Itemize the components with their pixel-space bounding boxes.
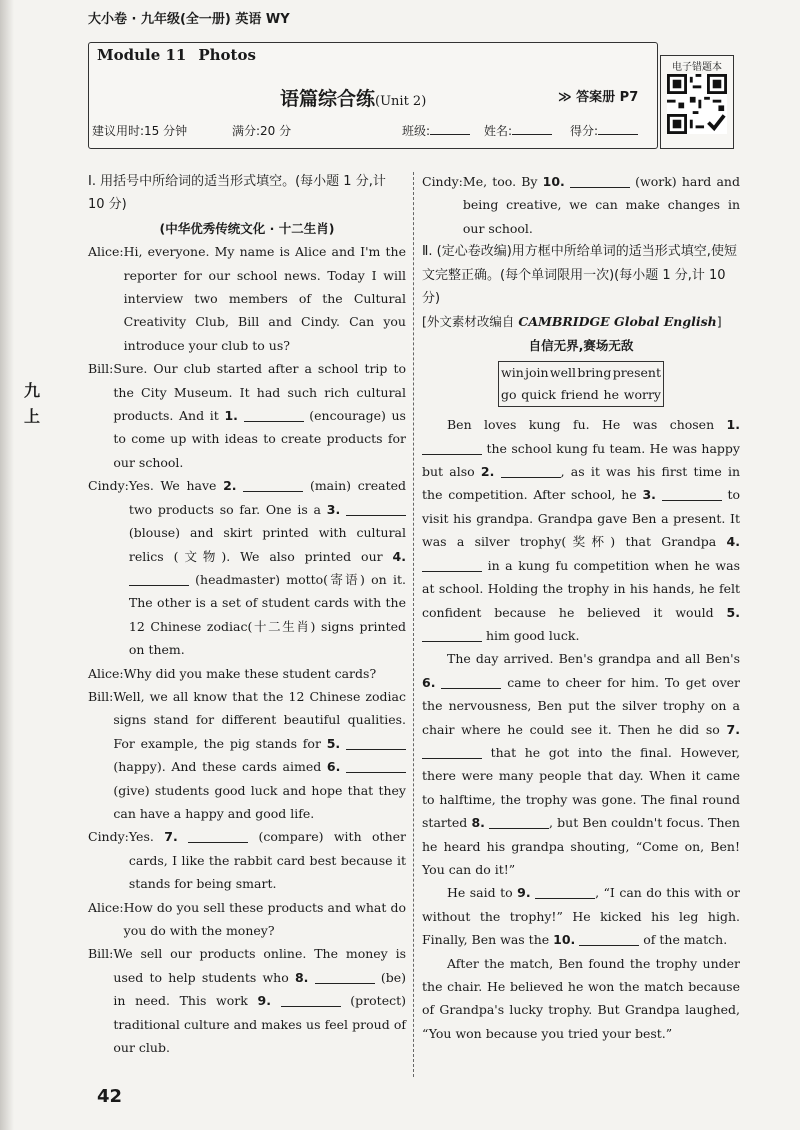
qr-code-icon[interactable]: [667, 74, 727, 134]
suggested-time: 建议用时:15 分钟: [92, 124, 188, 138]
volume-side-mark: [24, 378, 44, 430]
speaker-name: Alice:: [88, 665, 124, 681]
word-box: [498, 361, 664, 407]
answer-blank[interactable]: [346, 736, 406, 750]
class-label: 班级:: [402, 124, 431, 138]
word-option: worry: [623, 387, 661, 403]
answer-blank[interactable]: [422, 745, 482, 759]
answer-blank[interactable]: [129, 572, 189, 586]
page-number: 42: [97, 1086, 123, 1107]
page-edge-shadow: [0, 0, 14, 1130]
text-run: Why did you make these student cards?: [123, 665, 377, 681]
right-column: [422, 170, 740, 1045]
answer-blank[interactable]: [441, 675, 501, 689]
speaker-name: Alice:: [88, 899, 124, 915]
speaker-text: [129, 474, 406, 661]
name-blank[interactable]: [512, 122, 552, 135]
dialog-left: [88, 240, 406, 1059]
speaker-text: [124, 240, 406, 357]
section-1-subtitle: (中华优秀传统文化 · 十二生肖): [159, 220, 335, 236]
text-run: (happy). And these cards aimed: [113, 759, 327, 775]
side-mark-term: 上: [24, 407, 41, 426]
book-series-line: 大小卷 · 九年级(全一册) 英语 WY: [88, 12, 290, 27]
text-run: Sure. Our club started after a school trip to the City Museum. It had such rich cultural products. And it: [113, 361, 406, 424]
text-run: , but Ben couldn't focus. Then he heard his grandpa shouting, “Come on, Ben! You can do it!”: [422, 815, 740, 877]
text-run: him good luck.: [482, 627, 580, 643]
qr-label: 电子错题本: [672, 62, 722, 73]
score-field: [570, 122, 638, 139]
dialog-right: [422, 170, 740, 240]
word-option: friend: [560, 387, 599, 403]
passage-paragraph: [422, 952, 740, 1046]
text-run: , as it was his first time in the competition. After school, he: [422, 464, 740, 503]
worksheet-title: [280, 84, 426, 111]
score-blank[interactable]: [598, 122, 638, 135]
word-option: quick: [521, 387, 556, 403]
question-number: 4.: [726, 534, 740, 550]
unit-label: (Unit 2): [375, 94, 427, 109]
name-field: [484, 122, 552, 139]
text-run: to visit his grandpa. Grandpa gave Ben a present. It was a silver trophy(奖杯) that Grandpa: [422, 487, 740, 550]
speaker-text: [113, 942, 406, 1059]
speaker-name: Bill:: [88, 688, 114, 704]
answer-blank[interactable]: [422, 628, 482, 642]
question-number: 9.: [257, 993, 271, 1009]
dialog-line: [88, 896, 406, 943]
text-run: (be) in need. This work: [113, 969, 406, 1009]
text-run: (work) hard and being creative, we can make changes in our school.: [462, 174, 740, 236]
text-run: Yes. We have: [128, 478, 224, 494]
answer-blank[interactable]: [579, 932, 639, 946]
speaker-name: Cindy:: [88, 478, 129, 494]
question-number: 1.: [224, 408, 238, 424]
dialog-line: [88, 240, 406, 357]
answer-blank[interactable]: [489, 815, 549, 829]
answer-reference: ≫ 答案册 P7: [558, 90, 639, 105]
dialog-line: [88, 662, 406, 685]
answer-blank[interactable]: [535, 885, 595, 899]
question-number: 9.: [517, 885, 531, 901]
text-run: (protect) traditional culture and makes us feel proud of our club.: [113, 993, 406, 1056]
module-title: [97, 46, 268, 64]
text-run: Ben loves kung fu. He was chosen: [447, 417, 727, 433]
question-number: 5.: [726, 604, 740, 620]
text-run: , “I can do this with or without the trophy!” He kicked his leg high. Finally, Ben was the: [422, 885, 740, 948]
text-run: (main) created two products so far. One is a: [128, 478, 407, 517]
word-box-row: [501, 362, 661, 384]
question-number: 2.: [480, 464, 495, 480]
text-run: He said to: [447, 885, 518, 901]
word-option: bring: [577, 365, 612, 381]
speaker-text: [129, 825, 406, 895]
answer-blank[interactable]: [315, 970, 375, 984]
qr-panel[interactable]: [660, 55, 734, 149]
question-number: 7.: [726, 721, 740, 737]
passage: [422, 413, 740, 1045]
class-blank[interactable]: [430, 122, 470, 135]
name-label: 姓名:: [484, 124, 513, 138]
word-box-row: [501, 384, 661, 406]
question-number: 2.: [223, 478, 237, 494]
answer-blank[interactable]: [243, 478, 303, 492]
answer-blank[interactable]: [422, 558, 482, 572]
word-option: join: [525, 365, 549, 381]
left-column: [88, 170, 406, 1059]
speaker-text: [463, 170, 740, 240]
dialog-line: [88, 357, 406, 474]
source-prefix: [外文素材改编自: [422, 314, 515, 330]
speaker-text: [124, 896, 406, 943]
source-suffix: ]: [716, 314, 722, 330]
dialog-line: [88, 942, 406, 1059]
answer-blank[interactable]: [662, 487, 722, 501]
text-run: the school kung fu team. He was happy but also: [422, 440, 740, 480]
text-run: Hi, everyone. My name is Alice and I'm the reporter for our school news. Today I will interview two members of the Cultural Creativity Club, Bill and Cindy. Can you introduce your club to us?: [123, 244, 406, 353]
question-number: 8.: [294, 969, 309, 985]
question-number: 7.: [164, 829, 178, 845]
dialog-line: [88, 825, 406, 895]
side-mark-grade: 九: [24, 381, 41, 400]
question-number: 8.: [471, 815, 485, 831]
dialog-line: [88, 685, 406, 825]
class-field: [402, 122, 470, 139]
score-label: 得分:: [570, 124, 599, 138]
question-number: 3.: [642, 487, 656, 503]
text-run: in a kung fu competition when he was at school. Holding the trophy in his hands, he felt confident because he believed it would: [422, 557, 740, 620]
text-run: Me, too. By: [462, 174, 543, 189]
text-run: Well, we all know that the 12 Chinese zodiac signs stand for different beautiful qualities. For example, the pig stands for: [113, 688, 406, 751]
passage-paragraph: [422, 647, 740, 881]
speaker-name: Cindy:: [88, 829, 129, 845]
speaker-text: [113, 685, 406, 825]
text-run: (encourage) us to come up with ideas to create products for our school.: [113, 408, 406, 470]
answer-blank[interactable]: [244, 408, 304, 422]
text-run: that he got into the final. However, there were many people that day. When it came to halftime, the trophy was gone. The final round started: [422, 744, 740, 831]
answer-blank[interactable]: [188, 829, 248, 843]
source-note: [422, 310, 740, 333]
speaker-text: [113, 357, 406, 474]
dialog-line: [422, 170, 740, 240]
word-option: win: [501, 365, 524, 381]
question-number: 10.: [542, 174, 565, 189]
full-score: 满分:20 分: [232, 124, 292, 138]
answer-blank[interactable]: [501, 464, 561, 478]
word-option: go: [501, 387, 517, 403]
section-1-title: Ⅰ. 用括号中所给词的适当形式填空。(每小题 1 分,计 10 分): [88, 174, 386, 213]
word-option: he: [603, 387, 619, 403]
text-run: After the match, Ben found the trophy under the chair. He believed he won the match because of Grandpa's lucky trophy. But Grandpa laughed, “You won because you tried your best.”: [422, 955, 740, 1041]
answer-blank[interactable]: [281, 993, 341, 1007]
text-run: (headmaster) motto(寄语) on it. The other is a set of student cards with the 12 Chinese zodiac(十二生肖) signs printed on them.: [128, 571, 406, 658]
question-number: 10.: [553, 932, 576, 948]
column-divider: [413, 172, 414, 1077]
text-run: How do you sell these products and what do you do with the money?: [123, 899, 406, 938]
question-number: 6.: [422, 674, 436, 690]
speaker-name: Bill:: [88, 361, 114, 377]
answer-blank[interactable]: [346, 759, 406, 773]
question-number: 3.: [326, 501, 341, 517]
source-book: CAMBRIDGE Global English: [518, 314, 717, 330]
speaker-name: Cindy:: [422, 174, 463, 189]
title-text: 语篇综合练: [280, 88, 376, 110]
text-run: We sell our products online. The money is used to help students who: [113, 946, 406, 985]
answer-blank[interactable]: [570, 174, 630, 188]
text-run: (blouse) and skirt printed with cultural relics (文物). We also printed our: [128, 525, 406, 564]
question-number: 1.: [726, 417, 740, 433]
dialog-line: [88, 474, 406, 661]
passage-paragraph: [422, 413, 740, 647]
passage-paragraph: [422, 881, 740, 951]
section-2-subtitle: 自信无界,赛场无敌: [528, 337, 634, 353]
question-number: 4.: [392, 548, 406, 564]
text-run: (compare) with other cards, I like the rabbit card best because it stands for being smart.: [128, 829, 406, 892]
answer-blank[interactable]: [422, 441, 482, 455]
text-run: Yes.: [128, 829, 165, 845]
answer-blank[interactable]: [346, 502, 406, 516]
speaker-text: [124, 662, 377, 685]
text-run: The day arrived. Ben's grandpa and all Ben's: [447, 651, 740, 667]
module-topic: Photos: [198, 46, 256, 64]
text-run: (give) students good luck and hope that they can have a happy and good life.: [113, 782, 406, 821]
section-2-title: Ⅱ. (定心卷改编)用方框中所给单词的适当形式填空,使短文完整正确。(每个单词限用一次)(每小题 1 分,计 10 分): [422, 244, 737, 307]
text-run: came to cheer for him. To get over the nervousness, Ben put the silver trophy on a chair where he could see it. Then he did so: [422, 674, 740, 737]
question-number: 5.: [326, 735, 341, 751]
module-number: Module 11: [97, 46, 187, 64]
text-run: of the match.: [639, 932, 728, 948]
speaker-name: Alice:: [88, 244, 124, 260]
speaker-name: Bill:: [88, 946, 114, 962]
question-number: 6.: [326, 759, 341, 775]
word-option: well: [549, 365, 576, 381]
word-option: present: [612, 365, 661, 381]
